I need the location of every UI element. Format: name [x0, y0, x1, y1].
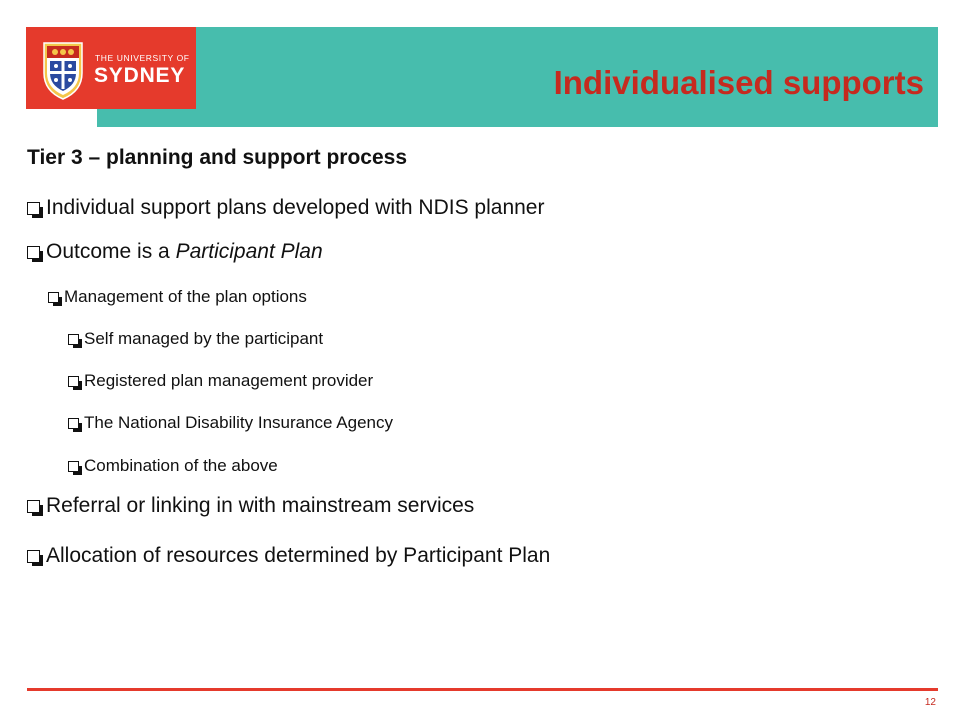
square-checkbox-icon	[68, 461, 79, 472]
square-checkbox-icon	[68, 418, 79, 429]
bullet-text: Outcome is a	[46, 240, 176, 263]
square-checkbox-icon	[27, 202, 40, 215]
logo-text-line2: SYDNEY	[94, 64, 186, 87]
footer-divider	[27, 688, 938, 691]
slide-subtitle: Tier 3 – planning and support process	[27, 146, 408, 169]
square-checkbox-icon	[27, 246, 40, 259]
slide-title: Individualised supports	[553, 64, 924, 101]
bullet-item	[27, 196, 544, 220]
bullet-text-italic: Participant Plan	[175, 240, 323, 263]
page-number: 12	[924, 697, 936, 708]
bullet-text: Individual support plans developed with NDIS planner	[46, 196, 545, 219]
bullet-item	[48, 287, 307, 307]
logo-text-line1: THE UNIVERSITY OF	[95, 53, 190, 63]
bullet-item	[68, 456, 278, 476]
bullet-item	[27, 544, 550, 568]
square-checkbox-icon	[27, 500, 40, 513]
bullet-item	[27, 494, 474, 518]
bullet-text: Referral or linking in with mainstream services	[46, 494, 475, 517]
bullet-item	[68, 371, 373, 391]
bullet-item	[68, 329, 323, 349]
bullet-text: Management of the plan options	[64, 287, 307, 306]
bullet-text: Self managed by the participant	[84, 329, 324, 348]
square-checkbox-icon	[48, 292, 59, 303]
square-checkbox-icon	[68, 334, 79, 345]
university-logo	[26, 27, 196, 109]
bullet-text: The National Disability Insurance Agency	[84, 413, 393, 432]
bullet-text: Allocation of resources determined by Participant Plan	[46, 544, 551, 567]
bullet-text: Registered plan management provider	[84, 371, 374, 390]
square-checkbox-icon	[27, 550, 40, 563]
bullet-text: Combination of the above	[84, 456, 278, 475]
square-checkbox-icon	[68, 376, 79, 387]
bullet-item	[27, 240, 323, 264]
bullet-item	[68, 413, 393, 433]
